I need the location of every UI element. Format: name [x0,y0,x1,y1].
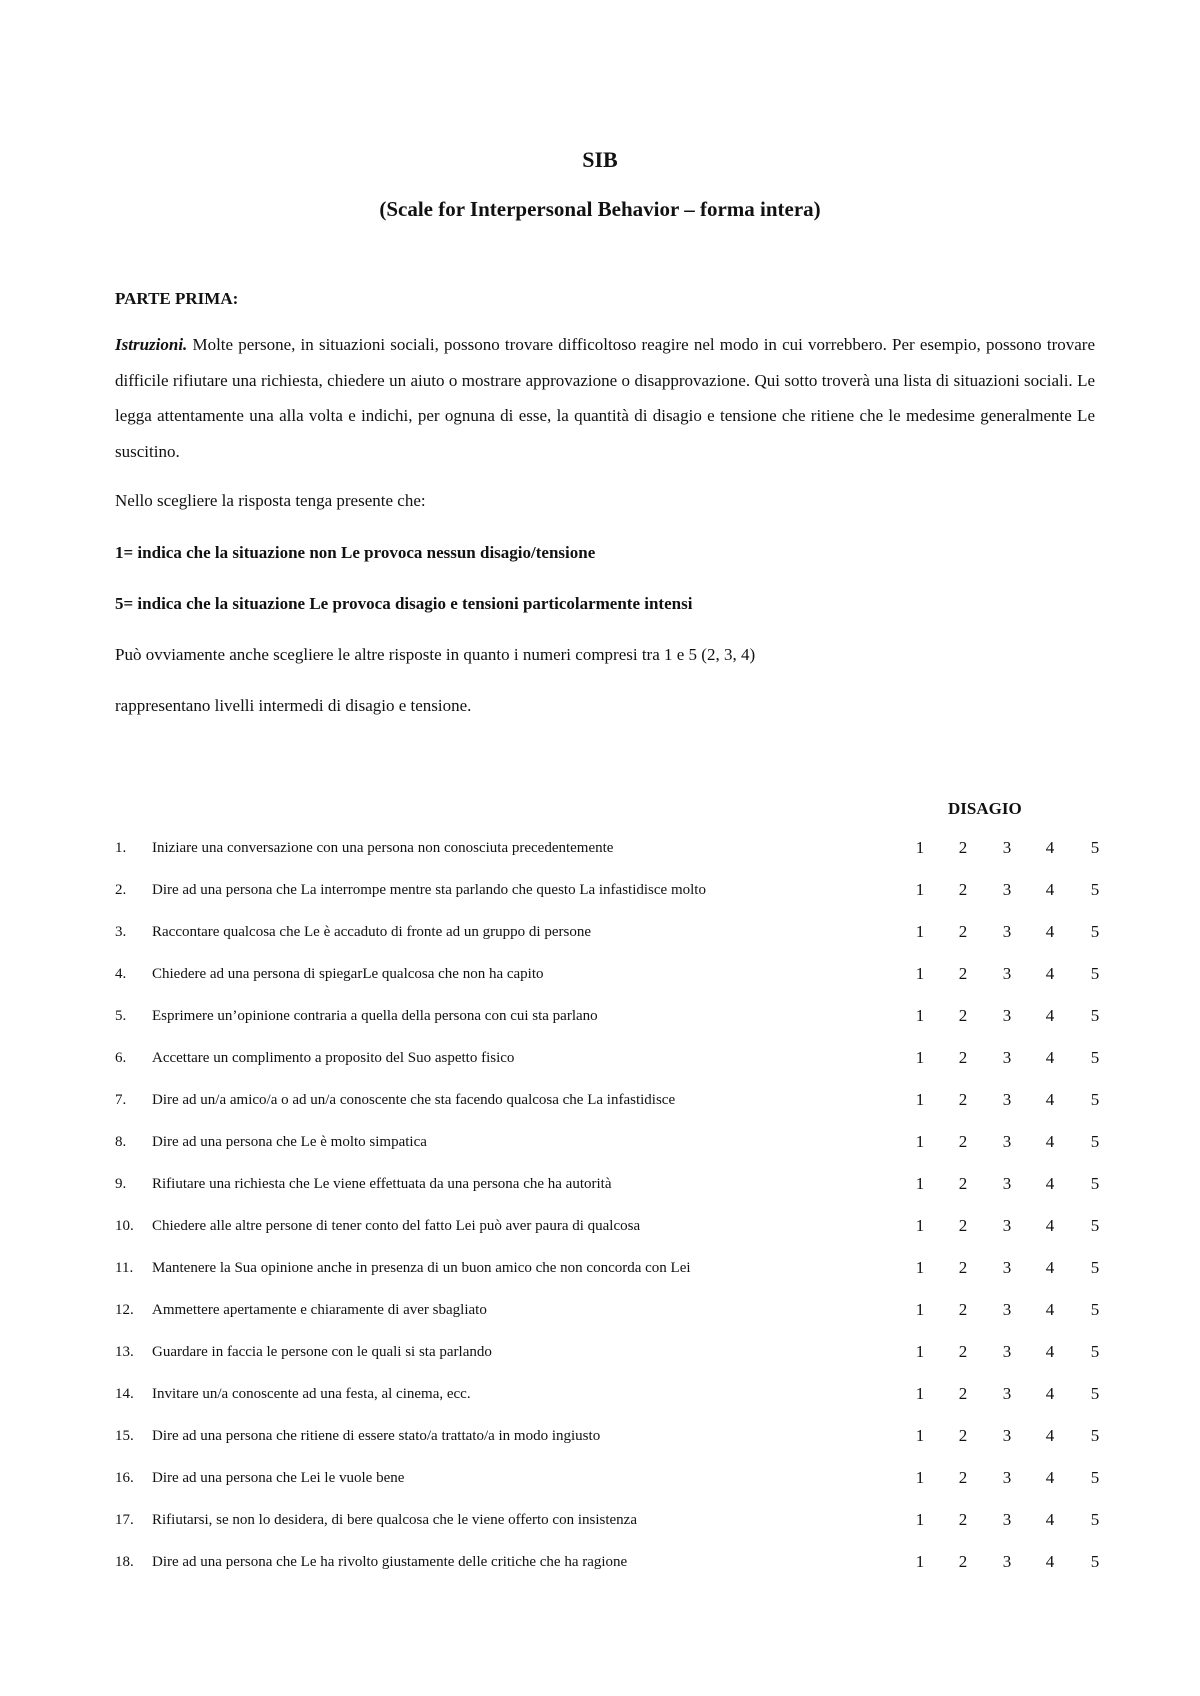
rating-option-1[interactable]: 1 [915,964,925,983]
rating-option-1[interactable]: 1 [915,1468,925,1487]
rating-option-1[interactable]: 1 [915,1300,925,1319]
item-rating-scale [910,1004,1100,1028]
item-number: 15. [115,1428,134,1444]
item-row [115,1256,1100,1298]
rating-option-3[interactable]: 3 [1002,1384,1012,1403]
item-row [115,1508,1100,1550]
item-text: Iniziare una conversazione con una persona non conosciuta precedentemente [152,840,614,856]
rating-option-5[interactable]: 5 [1090,1174,1100,1193]
rating-option-4[interactable]: 4 [1045,880,1055,899]
rating-option-1[interactable]: 1 [915,1384,925,1403]
rating-option-3[interactable]: 3 [1002,1174,1012,1193]
item-row [115,1466,1100,1508]
rating-option-4[interactable]: 4 [1045,1006,1055,1025]
scale-high-definition: 5= indica che la situazione Le provoca disagio e tensioni particolarmente intensi [115,594,693,613]
item-rating-scale [910,920,1100,944]
rating-option-4[interactable]: 4 [1045,1384,1055,1403]
rating-option-4[interactable]: 4 [1045,1174,1055,1193]
item-text: Guardare in faccia le persone con le quali si sta parlando [152,1344,492,1360]
item-rating-scale [910,1130,1100,1154]
rating-option-1[interactable]: 1 [915,1426,925,1445]
item-rating-scale [910,1382,1100,1406]
item-number: 13. [115,1344,134,1360]
rating-option-3[interactable]: 3 [1002,1006,1012,1025]
rating-option-2[interactable]: 2 [958,1090,968,1109]
item-row [115,1214,1100,1256]
rating-option-2[interactable]: 2 [958,880,968,899]
item-rating-scale [910,878,1100,902]
document-title: SIB [582,147,618,172]
item-text: Dire ad una persona che Le è molto simpatica [152,1134,427,1150]
rating-option-1[interactable]: 1 [915,838,925,857]
item-number: 16. [115,1470,134,1486]
item-row [115,1004,1100,1046]
item-text: Ammettere apertamente e chiaramente di aver sbagliato [152,1302,487,1318]
rating-option-5[interactable]: 5 [1090,1006,1100,1025]
scale-column-heading: DISAGIO [948,799,1022,818]
rating-option-1[interactable]: 1 [915,1258,925,1277]
item-number: 9. [115,1176,127,1192]
item-rating-scale [910,836,1100,860]
rating-option-2[interactable]: 2 [958,1258,968,1277]
item-text: Accettare un complimento a proposito del Suo aspetto fisico [152,1050,515,1066]
rating-option-2[interactable]: 2 [958,1552,968,1571]
item-rating-scale [910,1508,1100,1532]
item-rating-scale [910,962,1100,986]
rating-option-4[interactable]: 4 [1045,1510,1055,1529]
rating-option-2[interactable]: 2 [958,1384,968,1403]
rating-option-3[interactable]: 3 [1002,1216,1012,1235]
item-text: Rifiutare una richiesta che Le viene effettuata da una persona che ha autorità [152,1176,612,1192]
item-number: 8. [115,1134,127,1150]
rating-option-3[interactable]: 3 [1002,880,1012,899]
item-row [115,1088,1100,1130]
rating-option-2[interactable]: 2 [958,1132,968,1151]
rating-option-2[interactable]: 2 [958,1174,968,1193]
item-rating-scale [910,1298,1100,1322]
item-text: Dire ad un/a amico/a o ad un/a conoscente che sta facendo qualcosa che La infastidisce [152,1092,676,1108]
item-text: Esprimere un’opinione contraria a quella della persona con cui sta parlano [152,1008,598,1024]
rating-option-5[interactable]: 5 [1090,964,1100,983]
rating-option-3[interactable]: 3 [1002,1426,1012,1445]
rating-option-2[interactable]: 2 [958,838,968,857]
rating-option-5[interactable]: 5 [1090,1426,1100,1445]
rating-option-1[interactable]: 1 [915,922,925,941]
rating-option-5[interactable]: 5 [1090,1048,1100,1067]
item-number: 18. [115,1554,134,1570]
rating-option-1[interactable]: 1 [915,1342,925,1361]
item-number: 3. [115,924,127,940]
rating-option-5[interactable]: 5 [1090,1510,1100,1529]
section-heading-part-one: PARTE PRIMA: [115,289,239,308]
rating-option-2[interactable]: 2 [958,1006,968,1025]
rating-option-4[interactable]: 4 [1045,838,1055,857]
item-number: 12. [115,1302,134,1318]
item-number: 17. [115,1512,134,1528]
rating-option-1[interactable]: 1 [915,1216,925,1235]
rating-option-5[interactable]: 5 [1090,1384,1100,1403]
rating-option-3[interactable]: 3 [1002,1552,1012,1571]
rating-option-5[interactable]: 5 [1090,1342,1100,1361]
rating-option-1[interactable]: 1 [915,1132,925,1151]
rating-option-5[interactable]: 5 [1090,1216,1100,1235]
item-list [115,836,1100,1592]
rating-option-3[interactable]: 3 [1002,922,1012,941]
item-number: 5. [115,1008,127,1024]
choose-intro: Nello scegliere la risposta tenga presente che: [115,491,426,510]
rating-option-5[interactable]: 5 [1090,1090,1100,1109]
rating-option-5[interactable]: 5 [1090,1132,1100,1151]
item-text: Rifiutarsi, se non lo desidera, di bere qualcosa che le viene offerto con insistenza [152,1512,637,1528]
rating-option-3[interactable]: 3 [1002,1048,1012,1067]
item-number: 6. [115,1050,127,1066]
rating-option-1[interactable]: 1 [915,1174,925,1193]
item-rating-scale [910,1340,1100,1364]
document-subtitle: (Scale for Interpersonal Behavior – forma intera) [379,197,821,221]
rating-option-4[interactable]: 4 [1045,1048,1055,1067]
instructions-lead: Istruzioni. [115,335,188,354]
item-rating-scale [910,1424,1100,1448]
rating-option-4[interactable]: 4 [1045,922,1055,941]
rating-option-3[interactable]: 3 [1002,1300,1012,1319]
item-rating-scale [910,1214,1100,1238]
rating-option-2[interactable]: 2 [958,1510,968,1529]
rating-option-5[interactable]: 5 [1090,1258,1100,1277]
rating-option-2[interactable]: 2 [958,1426,968,1445]
item-row [115,878,1100,920]
item-rating-scale [910,1256,1100,1280]
rating-option-1[interactable]: 1 [915,1090,925,1109]
item-row [115,1298,1100,1340]
rating-option-1[interactable]: 1 [915,880,925,899]
rating-option-3[interactable]: 3 [1002,1258,1012,1277]
rating-option-5[interactable]: 5 [1090,880,1100,899]
rating-option-4[interactable]: 4 [1045,1216,1055,1235]
scale-low-definition: 1= indica che la situazione non Le provoca nessun disagio/tensione [115,543,596,562]
rating-option-4[interactable]: 4 [1045,1468,1055,1487]
item-row [115,1172,1100,1214]
item-text: Dire ad una persona che ritiene di essere stato/a trattato/a in modo ingiusto [152,1428,601,1444]
item-row [115,1550,1100,1592]
rating-option-3[interactable]: 3 [1002,1090,1012,1109]
item-text: Dire ad una persona che La interrompe mentre sta parlando che questo La infastidisce molto [152,882,706,898]
rating-option-2[interactable]: 2 [958,922,968,941]
rating-option-4[interactable]: 4 [1045,1090,1055,1109]
rating-option-5[interactable]: 5 [1090,1552,1100,1571]
item-number: 14. [115,1386,134,1402]
intermediate-note-2: rappresentano livelli intermedi di disagio e tensione. [115,696,472,715]
rating-option-1[interactable]: 1 [915,1552,925,1571]
instructions-paragraph [115,327,1095,469]
item-text: Dire ad una persona che Le ha rivolto giustamente delle critiche che ha ragione [152,1554,628,1570]
item-text: Dire ad una persona che Lei le vuole bene [152,1470,405,1486]
rating-option-4[interactable]: 4 [1045,1258,1055,1277]
item-text: Invitare un/a conoscente ad una festa, al cinema, ecc. [152,1386,471,1402]
item-row [115,920,1100,962]
item-text: Chiedere alle altre persone di tener conto del fatto Lei può aver paura di qualcosa [152,1218,641,1234]
item-row [115,1424,1100,1466]
rating-option-2[interactable]: 2 [958,1048,968,1067]
rating-option-5[interactable]: 5 [1090,922,1100,941]
rating-option-4[interactable]: 4 [1045,1342,1055,1361]
rating-option-4[interactable]: 4 [1045,1300,1055,1319]
rating-option-3[interactable]: 3 [1002,838,1012,857]
instructions-body: Molte persone, in situazioni sociali, possono trovare difficoltoso reagire nel modo in cui vorrebbero. Per esempio, possono trovare difficile rifiutare una richiesta, chiedere un aiuto o mostrare approvazione o disapprovazione. Qui sotto troverà una lista di situazioni sociali. Le legga attentamente una alla volta e indichi, per ognuna di esse, la quantità di disagio e tensione che ritiene che le medesime generalmente Le suscitino. [115,335,1095,461]
item-row [115,962,1100,1004]
item-number: 2. [115,882,127,898]
item-rating-scale [910,1172,1100,1196]
item-number: 4. [115,966,127,982]
item-rating-scale [910,1466,1100,1490]
rating-option-1[interactable]: 1 [915,1510,925,1529]
rating-option-2[interactable]: 2 [958,1468,968,1487]
rating-option-3[interactable]: 3 [1002,1342,1012,1361]
item-row [115,1046,1100,1088]
rating-option-2[interactable]: 2 [958,1342,968,1361]
item-row [115,836,1100,878]
item-text: Mantenere la Sua opinione anche in presenza di un buon amico che non concorda con Lei [152,1260,691,1276]
rating-option-3[interactable]: 3 [1002,1132,1012,1151]
rating-option-3[interactable]: 3 [1002,1510,1012,1529]
rating-option-1[interactable]: 1 [915,1006,925,1025]
rating-option-1[interactable]: 1 [915,1048,925,1067]
rating-option-3[interactable]: 3 [1002,1468,1012,1487]
item-row [115,1382,1100,1424]
item-text: Raccontare qualcosa che Le è accaduto di fronte ad un gruppo di persone [152,924,591,940]
item-rating-scale [910,1046,1100,1070]
item-row [115,1340,1100,1382]
item-rating-scale [910,1550,1100,1574]
item-text: Chiedere ad una persona di spiegarLe qualcosa che non ha capito [152,966,544,982]
rating-option-5[interactable]: 5 [1090,838,1100,857]
rating-option-2[interactable]: 2 [958,1216,968,1235]
item-number: 7. [115,1092,127,1108]
item-number: 1. [115,840,127,856]
rating-option-4[interactable]: 4 [1045,1426,1055,1445]
item-rating-scale [910,1088,1100,1112]
rating-option-3[interactable]: 3 [1002,964,1012,983]
rating-option-4[interactable]: 4 [1045,1132,1055,1151]
rating-option-2[interactable]: 2 [958,1300,968,1319]
item-number: 10. [115,1218,134,1234]
rating-option-5[interactable]: 5 [1090,1300,1100,1319]
intermediate-note-1: Può ovviamente anche scegliere le altre risposte in quanto i numeri compresi tra 1 e 5 (2, 3, 4) [115,645,756,664]
rating-option-2[interactable]: 2 [958,964,968,983]
item-row [115,1130,1100,1172]
rating-option-4[interactable]: 4 [1045,1552,1055,1571]
rating-option-4[interactable]: 4 [1045,964,1055,983]
rating-option-5[interactable]: 5 [1090,1468,1100,1487]
item-number: 11. [115,1260,134,1276]
